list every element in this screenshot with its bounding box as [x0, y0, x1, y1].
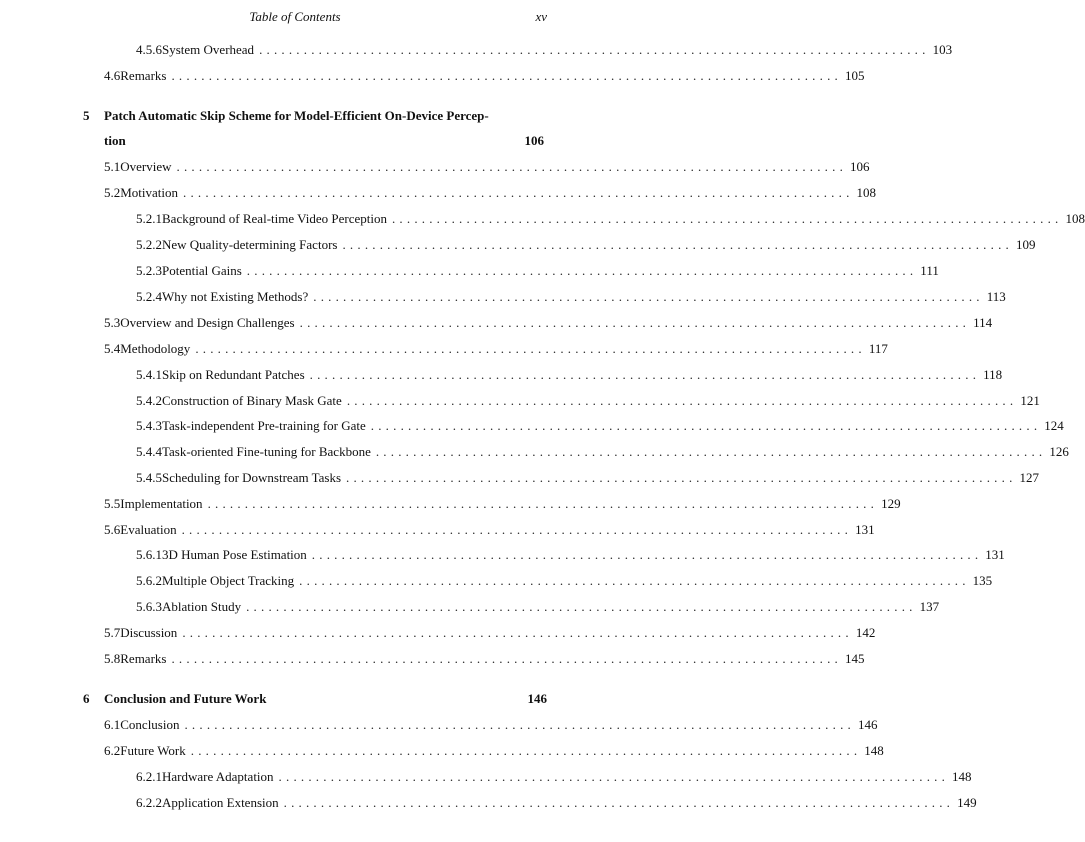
chapter-page: 146 — [527, 691, 547, 706]
dot-leader: .......................................................................................... — [278, 769, 950, 784]
toc-entry-5-5[interactable] — [104, 494, 901, 514]
entry-title: New Quality-determining Factors — [162, 237, 338, 252]
entry-number: 5.7 — [104, 625, 121, 640]
dot-leader: .......................................................................................... — [346, 393, 1018, 408]
entry-page: 109 — [1015, 237, 1036, 252]
entry-page: 145 — [844, 651, 865, 666]
entry-number: 5.4.4 — [136, 444, 162, 459]
entry-page: 117 — [868, 341, 888, 356]
toc-entry-5-6-1[interactable] — [136, 545, 1005, 565]
toc-entry-5-2-2[interactable] — [136, 235, 1036, 255]
running-title: Table of Contents — [249, 9, 341, 24]
toc-entry-4-6[interactable] — [104, 66, 865, 86]
entry-title: Task-independent Pre-training for Gate — [162, 418, 366, 433]
toc-entry-5-6-3[interactable] — [136, 597, 940, 617]
entry-page: 118 — [983, 367, 1003, 382]
entry-title: Evaluation — [120, 522, 177, 537]
dot-leader: .......................................................................................... — [171, 68, 842, 83]
entry-page: 135 — [972, 573, 993, 588]
entry-title: Motivation — [120, 185, 179, 200]
page-number: xv — [535, 9, 547, 24]
entry-page: 127 — [1019, 470, 1040, 485]
toc-entry-6-2-2[interactable] — [136, 793, 977, 813]
entry-number: 5.8 — [104, 651, 121, 666]
entry-title: Remarks — [120, 651, 167, 666]
entry-page: 108 — [856, 185, 877, 200]
dot-leader: .......................................................................................... — [391, 211, 1063, 226]
dot-leader: .......................................................................................... — [190, 743, 862, 758]
entry-page: 126 — [1049, 444, 1069, 459]
entry-number: 5.4 — [104, 341, 121, 356]
entry-title: Why not Existing Methods? — [162, 289, 309, 304]
entry-title: System Overhead — [162, 42, 255, 57]
entry-page: 121 — [1020, 393, 1040, 408]
entry-page: 106 — [850, 159, 870, 174]
entry-title: Task-oriented Fine-tuning for Backbone — [162, 444, 371, 459]
entry-number: 5.2.3 — [136, 263, 162, 278]
entry-number: 5.2.4 — [136, 289, 162, 304]
toc-chapter-5[interactable] — [83, 106, 547, 126]
dot-leader: .......................................................................................... — [207, 496, 879, 511]
chapter-number: 5 — [83, 108, 90, 123]
toc-entry-5-6[interactable] — [104, 520, 875, 540]
entry-page: 113 — [986, 289, 1006, 304]
entry-number: 5.2.2 — [136, 237, 162, 252]
entry-page: 129 — [881, 496, 901, 511]
entry-page: 148 — [864, 743, 884, 758]
entry-number: 6.2.2 — [136, 795, 162, 810]
dot-leader: .......................................................................................... — [195, 341, 866, 356]
dot-leader: .......................................................................................... — [313, 289, 984, 304]
toc-entry-5-4-3[interactable] — [136, 416, 1064, 436]
dot-leader: .......................................................................................... — [246, 599, 917, 614]
entry-title: Potential Gains — [162, 263, 242, 278]
entry-page: 149 — [957, 795, 977, 810]
entry-page: 111 — [920, 263, 939, 278]
chapter-title: Conclusion and Future Work — [104, 691, 267, 706]
entry-page: 108 — [1065, 211, 1085, 226]
entry-number: 6.2.1 — [136, 769, 162, 784]
toc-entry-5-2-3[interactable] — [136, 261, 939, 281]
entry-title: Ablation Study — [162, 599, 242, 614]
dot-leader: .......................................................................................... — [181, 522, 853, 537]
toc-entry-5-6-2[interactable] — [136, 571, 993, 591]
entry-title: Background of Real-time Video Perception — [162, 211, 387, 226]
entry-page: 146 — [857, 717, 878, 732]
toc-entry-5-8[interactable] — [104, 649, 865, 669]
entry-title: Methodology — [120, 341, 191, 356]
entry-page: 131 — [855, 522, 875, 537]
entry-number: 4.6 — [104, 68, 121, 83]
toc-entry-4-5-6[interactable] — [136, 40, 953, 60]
dot-leader: .......................................................................................... — [183, 185, 854, 200]
toc-entry-5-7[interactable] — [104, 623, 876, 643]
chapter-number: 6 — [83, 691, 90, 706]
toc-entry-6-2[interactable] — [104, 741, 884, 761]
toc-entry-5-4-5[interactable] — [136, 468, 1040, 488]
dot-leader: .......................................................................................... — [342, 237, 1013, 252]
dot-leader: .......................................................................................... — [184, 717, 855, 732]
dot-leader: .......................................................................................... — [375, 444, 1047, 459]
dot-leader: .......................................................................................... — [299, 573, 970, 588]
chapter-page: 106 — [524, 133, 544, 148]
toc-entry-5-4-2[interactable] — [136, 391, 1040, 411]
dot-leader: .......................................................................................... — [311, 547, 983, 562]
chapter-title-line1: Patch Automatic Skip Scheme for Model-Efficient On-Device Percep- — [104, 108, 489, 123]
entry-page: 103 — [932, 42, 953, 57]
entry-page: 137 — [919, 599, 940, 614]
dot-leader: .......................................................................................... — [259, 42, 930, 57]
entry-number: 5.6.3 — [136, 599, 162, 614]
entry-page: 105 — [844, 68, 865, 83]
entry-title: Future Work — [120, 743, 186, 758]
toc-chapter-6[interactable] — [83, 689, 547, 709]
entry-number: 5.6.2 — [136, 573, 162, 588]
entry-title: Discussion — [120, 625, 178, 640]
dot-leader: .......................................................................................... — [309, 367, 981, 382]
entry-number: 5.6.1 — [136, 547, 162, 562]
dot-leader: .......................................................................................... — [246, 263, 918, 278]
entry-number: 4.5.6 — [136, 42, 162, 57]
entry-title: Overview — [120, 159, 172, 174]
entry-number: 5.5 — [104, 496, 121, 511]
entry-page: 142 — [855, 625, 876, 640]
entry-page: 131 — [985, 547, 1005, 562]
entry-title: Hardware Adaptation — [162, 769, 274, 784]
toc-entry-5-2-4[interactable] — [136, 287, 1006, 307]
page-header — [0, 9, 590, 27]
toc-entry-5-1[interactable] — [104, 157, 870, 177]
entry-title: Remarks — [120, 68, 167, 83]
chapter-title-line2: tion — [104, 133, 126, 148]
dot-leader: .......................................................................................... — [370, 418, 1042, 433]
entry-title: 3D Human Pose Estimation — [162, 547, 307, 562]
entry-number: 5.3 — [104, 315, 121, 330]
entry-number: 5.2.1 — [136, 211, 162, 226]
entry-title: Skip on Redundant Patches — [162, 367, 305, 382]
entry-number: 5.1 — [104, 159, 121, 174]
entry-number: 5.2 — [104, 185, 121, 200]
entry-number: 5.4.3 — [136, 418, 162, 433]
toc-chapter-5-line2[interactable] — [104, 131, 544, 151]
toc-entry-5-4[interactable] — [104, 339, 888, 359]
entry-number: 5.6 — [104, 522, 121, 537]
toc-entry-6-1[interactable] — [104, 715, 878, 735]
entry-title: Application Extension — [162, 795, 279, 810]
entry-page: 114 — [973, 315, 993, 330]
entry-title: Implementation — [120, 496, 203, 511]
entry-number: 5.4.2 — [136, 393, 162, 408]
toc-entry-6-2-1[interactable] — [136, 767, 972, 787]
dot-leader: .......................................................................................... — [182, 625, 853, 640]
entry-title: Conclusion — [120, 717, 180, 732]
entry-title: Overview and Design Challenges — [120, 315, 295, 330]
dot-leader: .......................................................................................... — [299, 315, 971, 330]
toc-entry-5-2[interactable] — [104, 183, 877, 203]
dot-leader: .......................................................................................... — [171, 651, 842, 666]
entry-page: 124 — [1044, 418, 1064, 433]
toc-entry-5-4-1[interactable] — [136, 365, 1003, 385]
dot-leader: .......................................................................................... — [283, 795, 955, 810]
entry-page: 148 — [952, 769, 972, 784]
entry-number: 5.4.1 — [136, 367, 162, 382]
entry-title: Scheduling for Downstream Tasks — [162, 470, 342, 485]
toc-entry-5-3[interactable] — [104, 313, 993, 333]
dot-leader: .......................................................................................... — [346, 470, 1017, 485]
entry-number: 5.4.5 — [136, 470, 162, 485]
toc-entry-5-2-1[interactable] — [136, 209, 1085, 229]
entry-number: 6.2 — [104, 743, 121, 758]
dot-leader: .......................................................................................... — [176, 159, 848, 174]
entry-title: Multiple Object Tracking — [162, 573, 295, 588]
entry-title: Construction of Binary Mask Gate — [162, 393, 342, 408]
entry-number: 6.1 — [104, 717, 121, 732]
toc-entry-5-4-4[interactable] — [136, 442, 1069, 462]
